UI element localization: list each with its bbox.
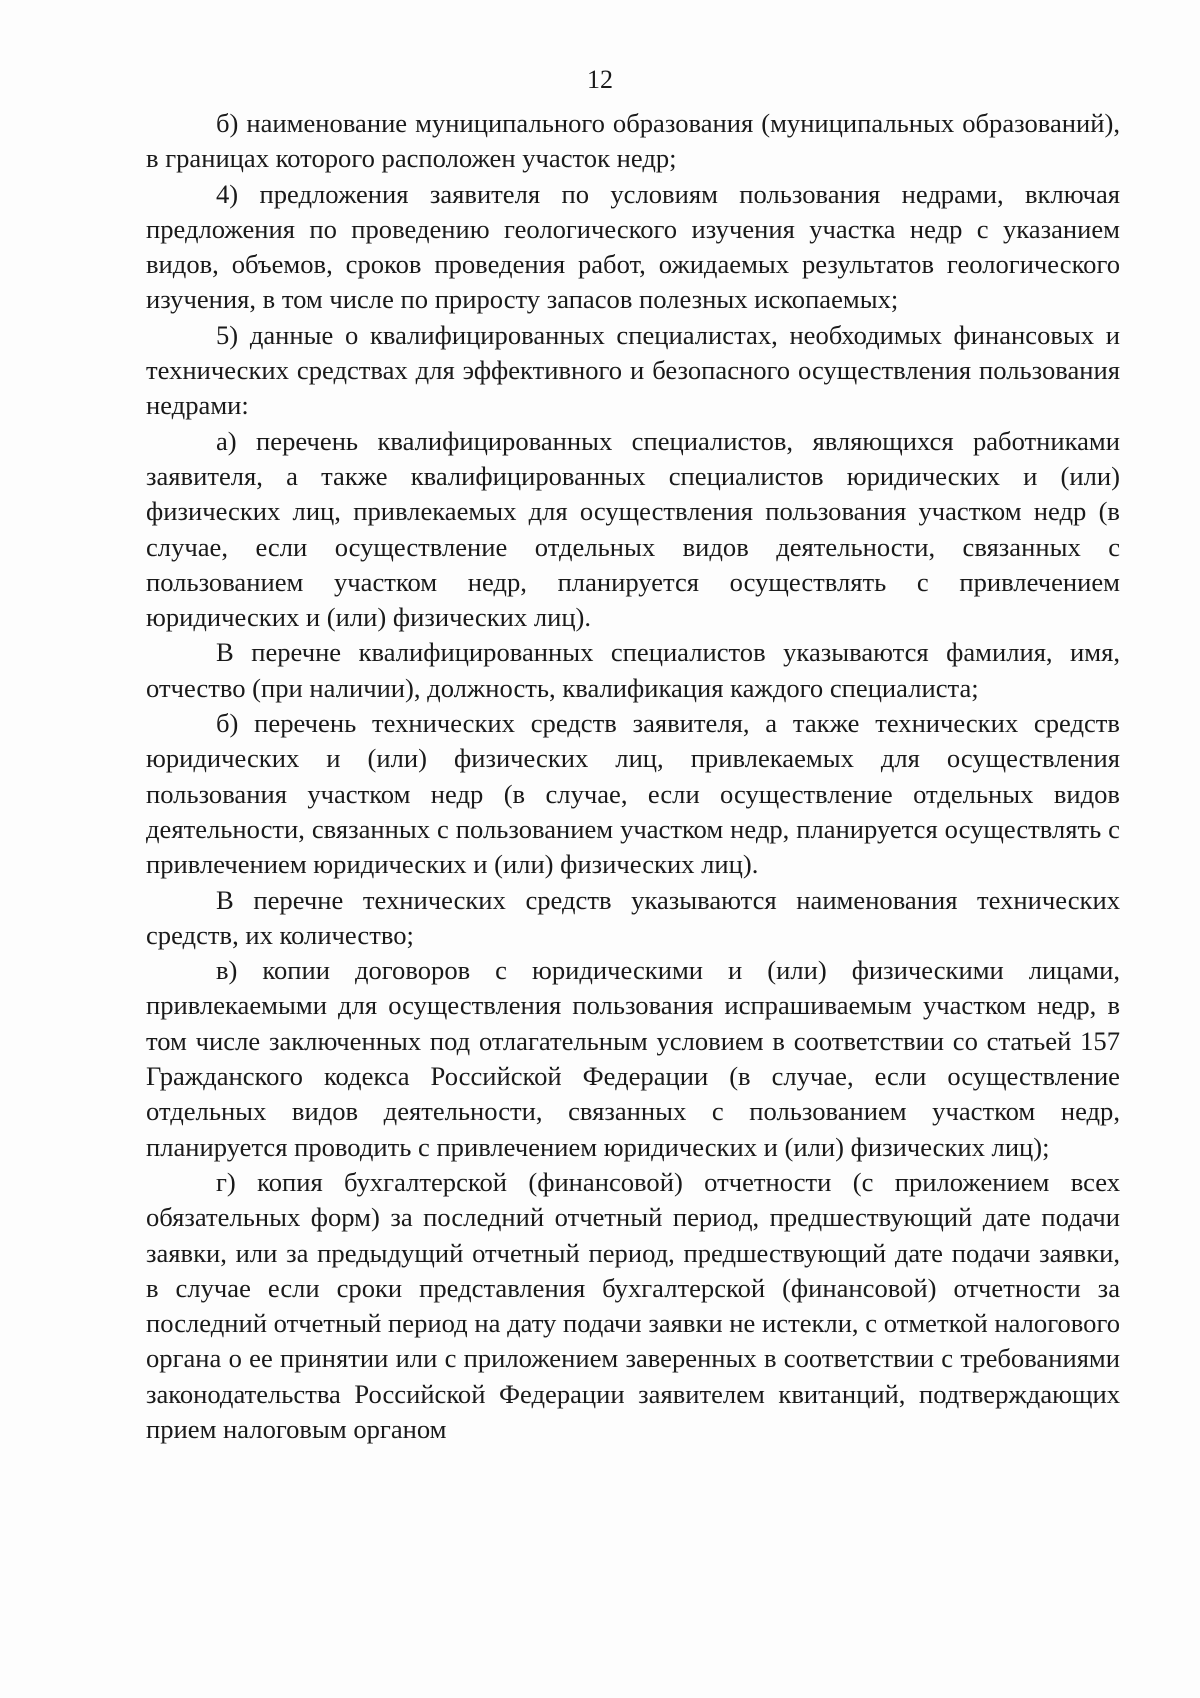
paragraph: 4) предложения заявителя по условиям пользования недрами, включая предложения по проведению геологического изучения участка недр с указанием видов, объемов, сроков проведения работ, ожидаемых результатов геологического изучения, в том числе по приросту запасов полезных ископаемых; bbox=[146, 178, 1120, 315]
paragraph: 5) данные о квалифицированных специалистах, необходимых финансовых и технических средствах для эффективного и безопасного осуществления пользования недрами: bbox=[146, 319, 1120, 421]
paragraph: В перечне квалифицированных специалистов указываются фамилия, имя, отчество (при наличии), должность, квалификация каждого специалиста; bbox=[146, 637, 1120, 703]
paragraph: б) наименование муниципального образования (муниципальных образований), в границах которого расположен участок недр; bbox=[146, 108, 1120, 174]
paragraph: а) перечень квалифицированных специалистов, являющихся работниками заявителя, а также квалифицированных специалистов юридических и (или) физических лиц, привлекаемых для осуществления пользования участком недр (в случае, если осуществление отдельных видов деятельности, связанных с пользованием участком недр, планируется осуществлять с привлечением юридических и (или) физических лиц). bbox=[146, 425, 1120, 633]
paragraph: б) перечень технических средств заявителя, а также технических средств юридических и (или) физических лиц, привлекаемых для осуществления пользования участком недр (в случае, если осуществление отдельных видов деятельности, связанных с пользованием участком недр, планируется осуществлять с привлечением юридических и (или) физических лиц). bbox=[146, 708, 1120, 880]
paragraph: г) копия бухгалтерской (финансовой) отчетности (с приложением всех обязательных форм) за последний отчетный период, предшествующий дате подачи заявки, или за предыдущий отчетный период, предшествующий дате подачи заявки, в случае если сроки представления бухгалтерской (финансовой) отчетности за последний отчетный период на дату подачи заявки не истекли, с отметкой налогового органа о ее принятии или с приложением заверенных в соответствии с требованиями законодательства Российской Федерации заявителем квитанций, подтверждающих прием налоговым органом bbox=[146, 1166, 1120, 1444]
paragraph: в) копии договоров с юридическими и (или) физическими лицами, привлекаемыми для осуществления пользования испрашиваемым участком недр, в том числе заключенных под отлагательным условием в соответствии со статьей 157 Гражданского кодекса Российской Федерации (в случае, если осуществление отдельных видов деятельности, связанных с пользованием участком недр, планируется проводить с привлечением юридических и (или) физических лиц); bbox=[146, 955, 1120, 1162]
paragraph: В перечне технических средств указываются наименования технических средств, их количество; bbox=[146, 884, 1120, 950]
document-body bbox=[146, 106, 1120, 1447]
page-number: 12 bbox=[587, 65, 613, 94]
